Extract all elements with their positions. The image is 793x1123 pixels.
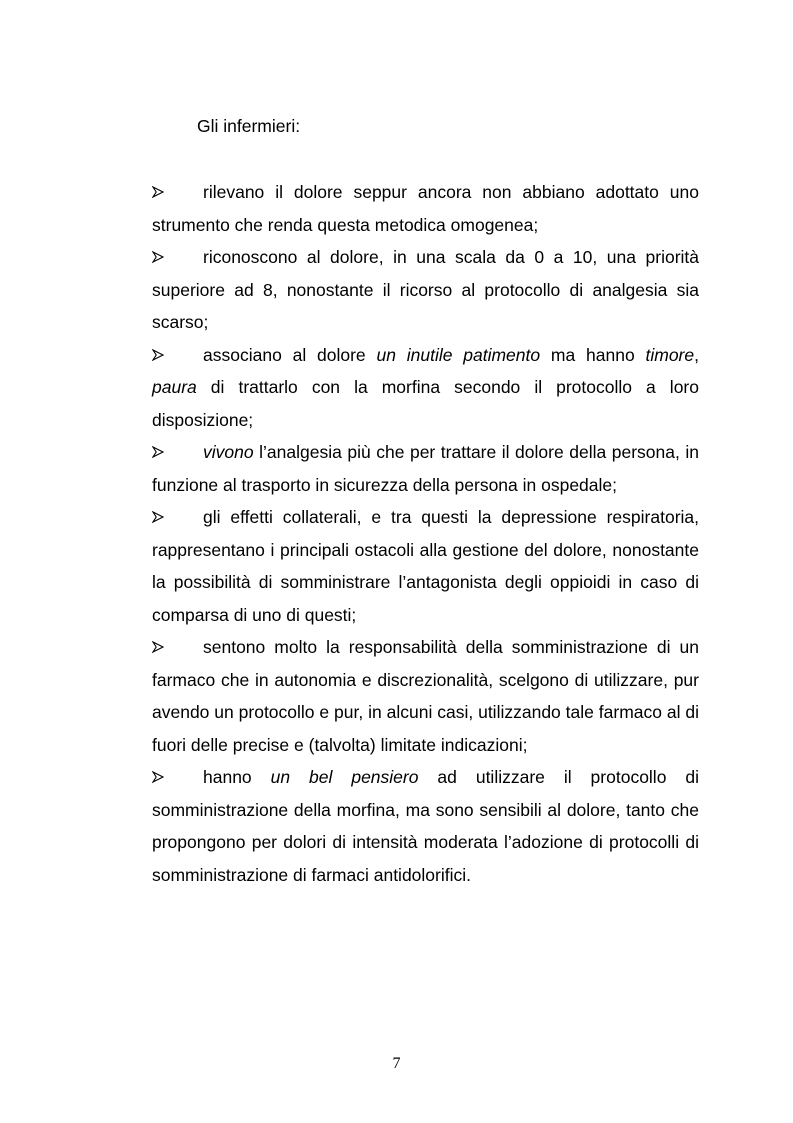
arrowhead-bullet-icon — [152, 176, 166, 209]
text-run: hanno — [203, 767, 271, 787]
text-run: l’analgesia più che per trattare il dolore della persona, in funzione al trasporto in sicurezza della persona in ospedale; — [152, 442, 699, 495]
page-number: 7 — [392, 1055, 401, 1072]
list-item — [152, 631, 699, 761]
list-item — [152, 176, 699, 241]
arrowhead-bullet-icon — [152, 631, 166, 664]
list-item — [152, 761, 699, 891]
text-run: di trattarlo con la morfina secondo il protocollo a loro disposizione; — [152, 377, 699, 430]
list-item — [152, 436, 699, 501]
text-run: , — [694, 344, 699, 365]
list-item — [152, 339, 699, 437]
text-run: ad utilizzare il protocollo di somministrazione della morfina, ma sono sensibili al dolore, tanto che propongono per dolori di intensità moderata l’adozione di protocolli di somministrazione di farmaci antidolorifici. — [152, 767, 700, 885]
arrowhead-bullet-icon — [152, 339, 166, 372]
bullet-list — [152, 176, 699, 891]
text-run: rilevano il dolore seppur ancora non abbiano adottato uno strumento che renda questa metodica omogenea; — [152, 182, 699, 235]
italic-phrase: vivono — [203, 442, 254, 462]
arrowhead-bullet-icon — [152, 436, 166, 469]
arrowhead-bullet-icon — [152, 501, 166, 534]
text-run: gli effetti collaterali, e tra questi la depressione respiratoria, rappresentano i principali ostacoli alla gestione del dolore, nonostante la possibilità di somministrare l’antagonista degli oppioidi in caso di comparsa di uno di questi; — [152, 507, 699, 625]
text-run: riconoscono al dolore, in una scala da 0 a 10, una priorità superiore ad 8, nonostante il ricorso al protocollo di analgesia sia scarso; — [152, 247, 699, 332]
text-run: ma hanno — [540, 344, 646, 365]
intro-text: Gli infermieri: — [197, 116, 301, 136]
italic-phrase: un bel pensiero — [270, 767, 419, 787]
italic-phrase: un inutile patimento — [376, 344, 541, 365]
italic-phrase: timore — [645, 344, 695, 365]
list-item — [152, 241, 699, 339]
text-run: sentono molto la responsabilità della somministrazione di un farmaco che in autonomia e discrezionalità, scelgono di utilizzare, pur avendo un protocollo e pur, in alcuni casi, utilizzando tale farmaco al di fuori delle precise e (talvolta) limitate indicazioni; — [152, 637, 699, 755]
arrowhead-bullet-icon — [152, 761, 166, 794]
arrowhead-bullet-icon — [152, 241, 166, 274]
text-run: associano al dolore — [203, 344, 377, 365]
list-item — [152, 501, 699, 631]
italic-phrase: paura — [152, 377, 197, 397]
